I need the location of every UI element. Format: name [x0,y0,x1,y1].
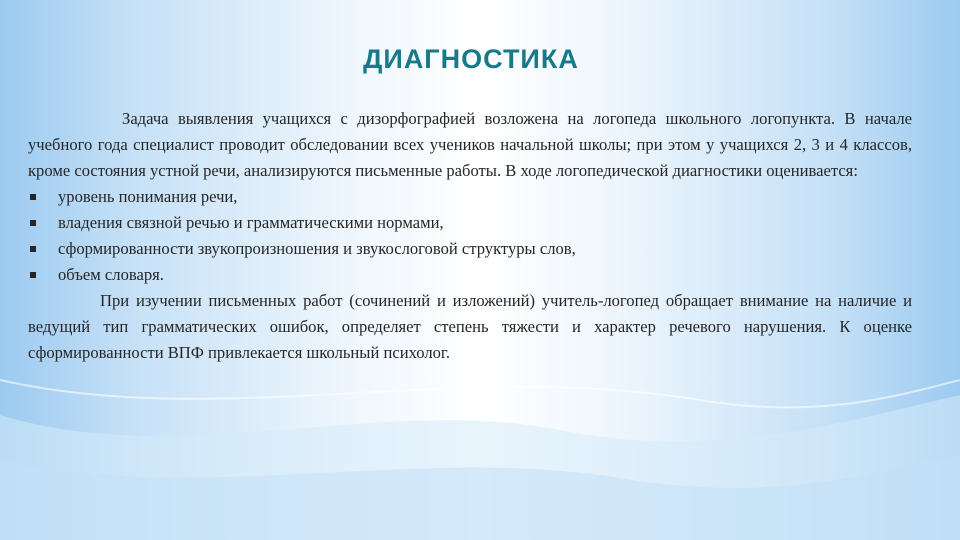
intro-paragraph: Задача выявления учащихся с дизорфографией возложена на логопеда школьного логопункта. В начале учебного года специалист проводит обследовании всех учеников начальной школы; при этом у учащихся 2, 3 и 4 классов, кроме состояния устной речи, анализируются письменные работы. В ходе логопедической диагностики оценивается: [28,109,912,180]
slide-body [28,106,912,366]
list-item [28,236,912,262]
list-item-text: владения связной речью и грамматическими нормами, [58,213,444,232]
list-item-text: объем словаря. [58,265,164,284]
list-item [28,210,912,236]
assessment-list [28,184,912,288]
square-bullet-icon [30,272,36,278]
list-item-text: сформированности звукопроизношения и звукослоговой структуры слов, [58,239,576,258]
square-bullet-icon [30,194,36,200]
square-bullet-icon [30,246,36,252]
conclusion-paragraph: При изучении письменных работ (сочинений и изложений) учитель-логопед обращает внимание на наличие и ведущий тип грамматических ошибок, определяет степень тяжести и характер речевого нарушения. К оценке сформированности ВПФ привлекается школьный психолог. [28,291,912,362]
list-item [28,262,912,288]
slide-title: ДИАГНОСТИКА [363,44,579,74]
list-item [28,184,912,210]
square-bullet-icon [30,220,36,226]
list-item-text: уровень понимания речи, [58,187,238,206]
